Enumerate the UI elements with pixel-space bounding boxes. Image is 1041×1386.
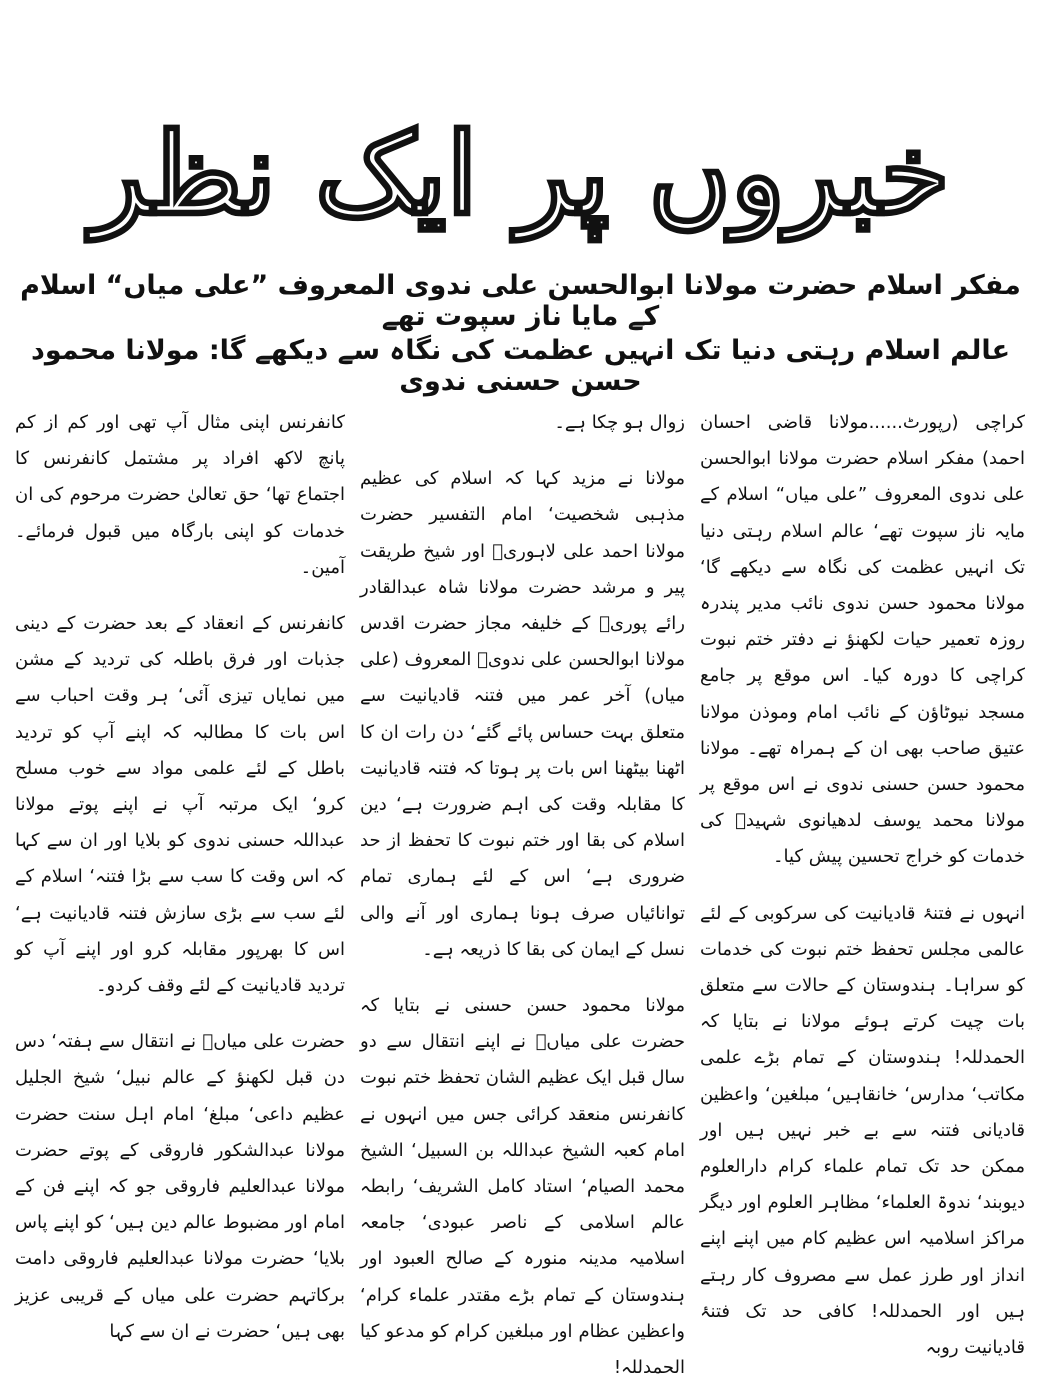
paragraph: مولانا محمود حسن حسنی نے بتایا کہ حضرت علی میاںؒ نے اپنے انتقال سے دو سال قبل ایک عظیم الشان تحفظ ختم نبوت کانفرنس منعقد کرائی جس میں انہوں نے امام کعبہ الشیخ عبداللہ بن السبیل‘ الشیخ محمد الصیام‘ استاد کامل الشریف‘ رابطہ عالم اسلامی کے ناصر عبودی‘ جامعہ اسلامیہ مدینہ منورہ کے صالح العبود اور ہندوستان کے تمام بڑے مقتدر علماء کرام‘ واعظین عظام اور مبلغین کرام کو مدعو کیا الحمدللہ! xyxy=(360,995,685,1379)
paragraph: حضرت علی میاںؒ نے انتقال سے ہفتہ‘ دس دن قبل لکھنؤ کے عالم نبیل‘ شیخ الجلیل عظیم داعی‘ مبلغ‘ امام اہل سنت حضرت مولانا عبدالشکور فاروقی کے پوتے حضرت مولانا عبدالعلیم فاروقی جو کہ اپنے فن کے امام اور مضبوط عالم دین ہیں‘ کو اپنے پاس بلایا‘ حضرت مولانا عبدالعلیم فاروقی دامت برکاتہم حضرت علی میاں کے قریبی عزیز بھی ہیں‘ حضرت نے ان سے کہا xyxy=(15,1031,345,1342)
paragraph: کانفرنس کے انعقاد کے بعد حضرت کے دینی جذبات اور فرق باطلہ کی تردید کے مشن میں نمایاں تیزی آئی‘ ہر وقت احباب سے اس بات کا مطالبہ کہ اپنے آپ کو تردید باطل کے لئے علمی مواد سے خوب مسلح کرو‘ ایک مرتبہ آپ نے اپنے پوتے مولانا عبداللہ حسنی ندوی کو بلایا اور ان سے کہا کہ اس وقت کا سب سے بڑا فتنہ‘ اسلام کے لئے سب سے بڑی سازش فتنہ قادیانیت ہے‘ اس کا بھرپور مقابلہ کرو اور اپنے آپ کو تردید قادیانیت کے لئے وقف کردو۔ xyxy=(15,613,345,997)
masthead-title xyxy=(0,110,1041,240)
article-column-middle xyxy=(360,405,685,1379)
masthead-text: خبروں پر ایک نظر xyxy=(91,109,950,240)
paragraph: کراچی (رپورٹ......مولانا قاضی احسان احمد) مفکر اسلام حضرت مولانا ابوالحسن علی ندوی المعروف ”علی میاں“ اسلام کے مایہ ناز سپوت تھے‘ عالم اسلام رہتی دنیا تک انہیں عظمت کی نگاہ سے دیکھے گا‘ مولانا محمود حسن ندوی نائب مدیر پندرہ روزہ تعمیر حیات لکھنؤ نے دفتر ختم نبوت کراچی کا دورہ کیا۔ اس موقع پر جامع مسجد نیوٹاؤن کے نائب امام وموذن مولانا عتیق صاحب بھی ان کے ہمراہ تھے۔ مولانا محمود حسن حسنی ندوی نے اس موقع پر مولانا محمد یوسف لدھیانوی شہیدؒ کی خدمات کو خراج تحسین پیش کیا۔ xyxy=(700,412,1025,868)
article-column-right xyxy=(700,405,1025,1359)
headline-line-1: مفکر اسلام حضرت مولانا ابوالحسن علی ندوی المعروف ”علی میاں“ اسلام کے مایا ناز سپوت تھے xyxy=(20,270,1021,332)
paragraph: زوال ہو چکا ہے۔ xyxy=(554,412,685,433)
paragraph: کانفرنس اپنی مثال آپ تھی اور کم از کم پانچ لاکھ افراد پر مشتمل کانفرنس کا اجتماع تھا‘ حق تعالیٰ حضرت مرحوم کی ان خدمات کو اپنی بارگاہ میں قبول فرمائے۔ آمین۔ xyxy=(15,412,345,578)
article-column-left xyxy=(15,405,345,1350)
paragraph: انہوں نے فتنۂ قادیانیت کی سرکوبی کے لئے عالمی مجلس تحفظ ختم نبوت کی خدمات کو سراہا۔ ہندوستان کے حالات سے متعلق بات چیت کرتے ہوئے مولانا نے بتایا کہ الحمدللہ! ہندوستان کے تمام بڑے علمی مکاتب‘ مدارس‘ خانقاہیں‘ مبلغین‘ واعظین قادیانی فتنہ سے بے خبر نہیں ہیں اور ممکن حد تک تمام علماء کرام دارالعلوم دیوبند‘ ندوۃ العلماء‘ مظاہر العلوم اور دیگر مراکز اسلامیہ اس عظیم کام میں اپنے اپنے انداز اور طرز عمل سے مصروف کار رہتے ہیں اور الحمدللہ! کافی حد تک فتنۂ قادیانیت روبہ xyxy=(700,902,1025,1359)
paragraph: مولانا نے مزید کہا کہ اسلام کی عظیم مذہبی شخصیت‘ امام التفسیر حضرت مولانا احمد علی لاہوریؒ اور شیخ طریقت پیر و مرشد حضرت مولانا شاہ عبدالقادر رائے پوریؒ کے خلیفہ مجاز حضرت اقدس مولانا ابوالحسن علی ندویؒ المعروف (علی میاں) آخر عمر میں فتنہ قادیانیت سے متعلق بہت حساس پائے گئے‘ دن رات ان کا اٹھنا بیٹھنا اس بات پر ہوتا کہ فتنہ قادیانیت کا مقابلہ وقت کی اہم ضرورت ہے‘ دین اسلام کی بقا اور ختم نبوت کا تحفظ از حد ضروری ہے‘ اس کے لئے ہماری تمام توانائیاں صرف ہونا ہماری اور آنے والی نسل کے ایمان کی بقا کا ذریعہ ہے۔ xyxy=(360,468,685,960)
headline-line-2: عالم اسلام رہتی دنیا تک انہیں عظمت کی نگاہ سے دیکھے گا: مولانا محمود حسن حسنی ندوی xyxy=(30,335,1011,397)
